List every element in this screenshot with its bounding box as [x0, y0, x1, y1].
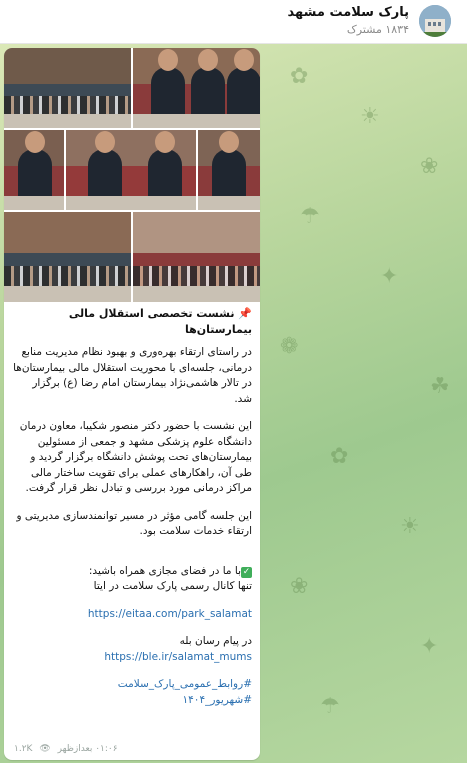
doodle-icon: ☂	[300, 204, 320, 229]
join-line: ✓با ما در فضای مجازی همراه باشید:	[88, 564, 251, 577]
post-paragraph: این جلسه گامی مؤثر در مسیر توانمندسازی مدیریتی و ارتقاء خدمات سلامت بود.	[16, 509, 252, 537]
post-meta	[10, 744, 118, 754]
post-text	[4, 306, 260, 708]
pin-icon: 📌	[238, 307, 252, 320]
join-line-2: تنها کانال رسمی پارک سلامت در ایتا	[93, 580, 252, 592]
doodle-icon: ❀	[290, 574, 309, 599]
album-photo[interactable]	[4, 212, 131, 302]
eitaa-link[interactable]: https://eitaa.com/park_salamat	[87, 607, 252, 620]
doodle-icon: ✿	[290, 64, 309, 89]
photo-album[interactable]	[4, 48, 260, 302]
post-time: ۰۱:۰۶ بعدازظهر	[57, 744, 118, 754]
doodle-icon: ✦	[380, 264, 399, 289]
album-photo[interactable]	[66, 130, 196, 210]
album-photo[interactable]	[133, 212, 260, 302]
subscriber-count: ۱۸۳۴ مشترک	[346, 23, 409, 36]
bale-link[interactable]: https://ble.ir/salamat_mums	[104, 650, 252, 663]
album-photo[interactable]	[4, 48, 131, 128]
channel-post[interactable]	[4, 48, 260, 760]
channel-header[interactable]	[0, 0, 467, 44]
channel-avatar[interactable]	[419, 5, 451, 37]
post-paragraph: این نشست با حضور دکتر منصور شکیبا، معاون درمان دانشگاه علوم پزشکی مشهد و جمعی از مسئولین بیمارستان‌های تحت پوشش دانشگاه برگزار گردید و طی آن، راهکارهای عملی برای تقویت ساختار مالی مراکز درمانی مورد بررسی و تبادل نظر قرار گرفت.	[19, 420, 252, 494]
doodle-icon: ☀	[400, 514, 420, 539]
hashtag[interactable]: #روابط_عمومی_پارک_سلامت	[117, 678, 252, 690]
bale-label: در پیام رسان بله	[179, 635, 252, 647]
doodle-icon: ✿	[330, 444, 349, 469]
hashtag[interactable]: #شهریور_۱۴۰۴	[182, 693, 252, 706]
doodle-icon: ☀	[360, 104, 380, 129]
channel-title[interactable]: پارک سلامت مشهد	[287, 5, 409, 20]
doodle-icon: ✦	[420, 634, 439, 659]
album-photo[interactable]	[133, 48, 260, 128]
post-heading: 📌 نشست تخصصی استقلال مالی بیمارستان‌ها	[68, 307, 252, 336]
doodle-icon: ❁	[280, 334, 299, 359]
doodle-icon: ☂	[320, 694, 340, 719]
doodle-icon: ❀	[420, 154, 439, 179]
post-paragraph: در راستای ارتقاء بهره‌وری و بهبود نظام مدیریت منابع درمانی، جلسه‌ای با محوریت استقلال مالی بیمارستان‌ها در تالار هاشمی‌نژاد بیمارستان امام رضا (ع) برگزار شد.	[13, 346, 252, 405]
doodle-icon: ☘	[430, 374, 450, 399]
view-count: ۱.۲K	[14, 744, 33, 754]
building-icon	[419, 5, 451, 37]
album-photo[interactable]	[4, 130, 64, 210]
check-icon: ✓	[242, 566, 251, 577]
eye-icon: 👁	[39, 744, 51, 754]
album-photo[interactable]	[198, 130, 260, 210]
